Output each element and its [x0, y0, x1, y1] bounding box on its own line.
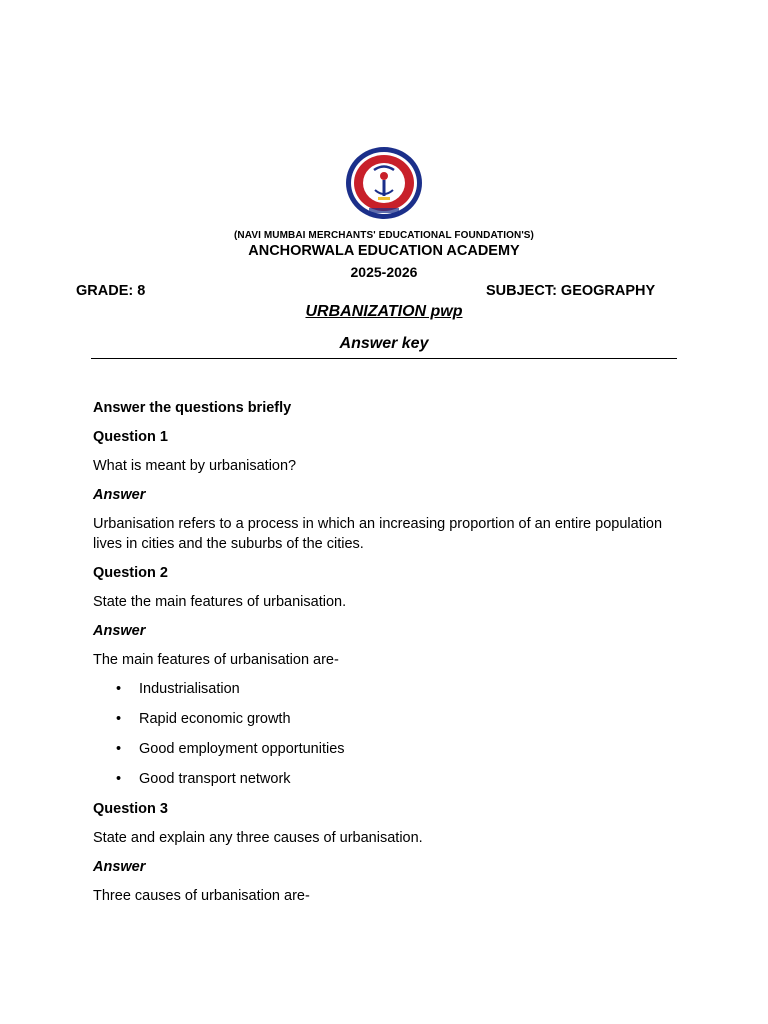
question-2-text: State the main features of urbanisation.	[93, 594, 347, 610]
document-subtitle: Answer key	[339, 335, 429, 352]
grade-label: GRADE: 8	[76, 283, 146, 299]
answer-content	[93, 398, 693, 915]
question-1-label: Question 1	[93, 429, 168, 445]
header-divider	[91, 358, 677, 359]
question-1-text: What is meant by urbanisation?	[93, 458, 297, 474]
answer-3-label: Answer	[93, 859, 146, 875]
list-item-text: Industrialisation	[139, 681, 240, 697]
list-item	[93, 709, 693, 729]
list-item-text: Good employment opportunities	[139, 741, 345, 757]
answer-1-text: Urbanisation refers to a process in which an increasing proportion of an entire population lives in cities and the suburbs of the cities.	[93, 516, 663, 552]
foundation-name: (NAVI MUMBAI MERCHANTS' EDUCATIONAL FOUNDATION'S)	[233, 230, 534, 241]
bullet-icon: •	[116, 771, 122, 787]
academy-name: ANCHORWALA EDUCATION ACADEMY	[248, 243, 520, 259]
subject-label: SUBJECT: GEOGRAPHY	[486, 283, 656, 299]
question-2-label: Question 2	[93, 565, 168, 581]
bullet-icon: •	[116, 741, 122, 757]
document-title-text: URBANIZATION pwp	[305, 303, 463, 320]
question-3-label: Question 3	[93, 801, 168, 817]
list-item-text: Rapid economic growth	[139, 711, 291, 727]
answer-3-intro: Three causes of urbanisation are-	[93, 888, 310, 904]
features-list	[93, 679, 693, 789]
list-item	[93, 679, 693, 699]
question-3-text: State and explain any three causes of urbanisation.	[93, 830, 423, 846]
list-item-text: Good transport network	[139, 771, 291, 787]
list-item	[93, 769, 693, 789]
answer-2-intro: The main features of urbanisation are-	[93, 652, 339, 668]
answer-2-label: Answer	[93, 623, 146, 639]
academic-year: 2025-2026	[350, 264, 418, 280]
school-logo	[345, 146, 423, 220]
bullet-icon: •	[116, 681, 122, 697]
document-title	[0, 303, 768, 321]
bullet-icon: •	[116, 711, 122, 727]
answer-1-label: Answer	[93, 487, 146, 503]
list-item	[93, 739, 693, 759]
instruction: Answer the questions briefly	[93, 400, 292, 416]
